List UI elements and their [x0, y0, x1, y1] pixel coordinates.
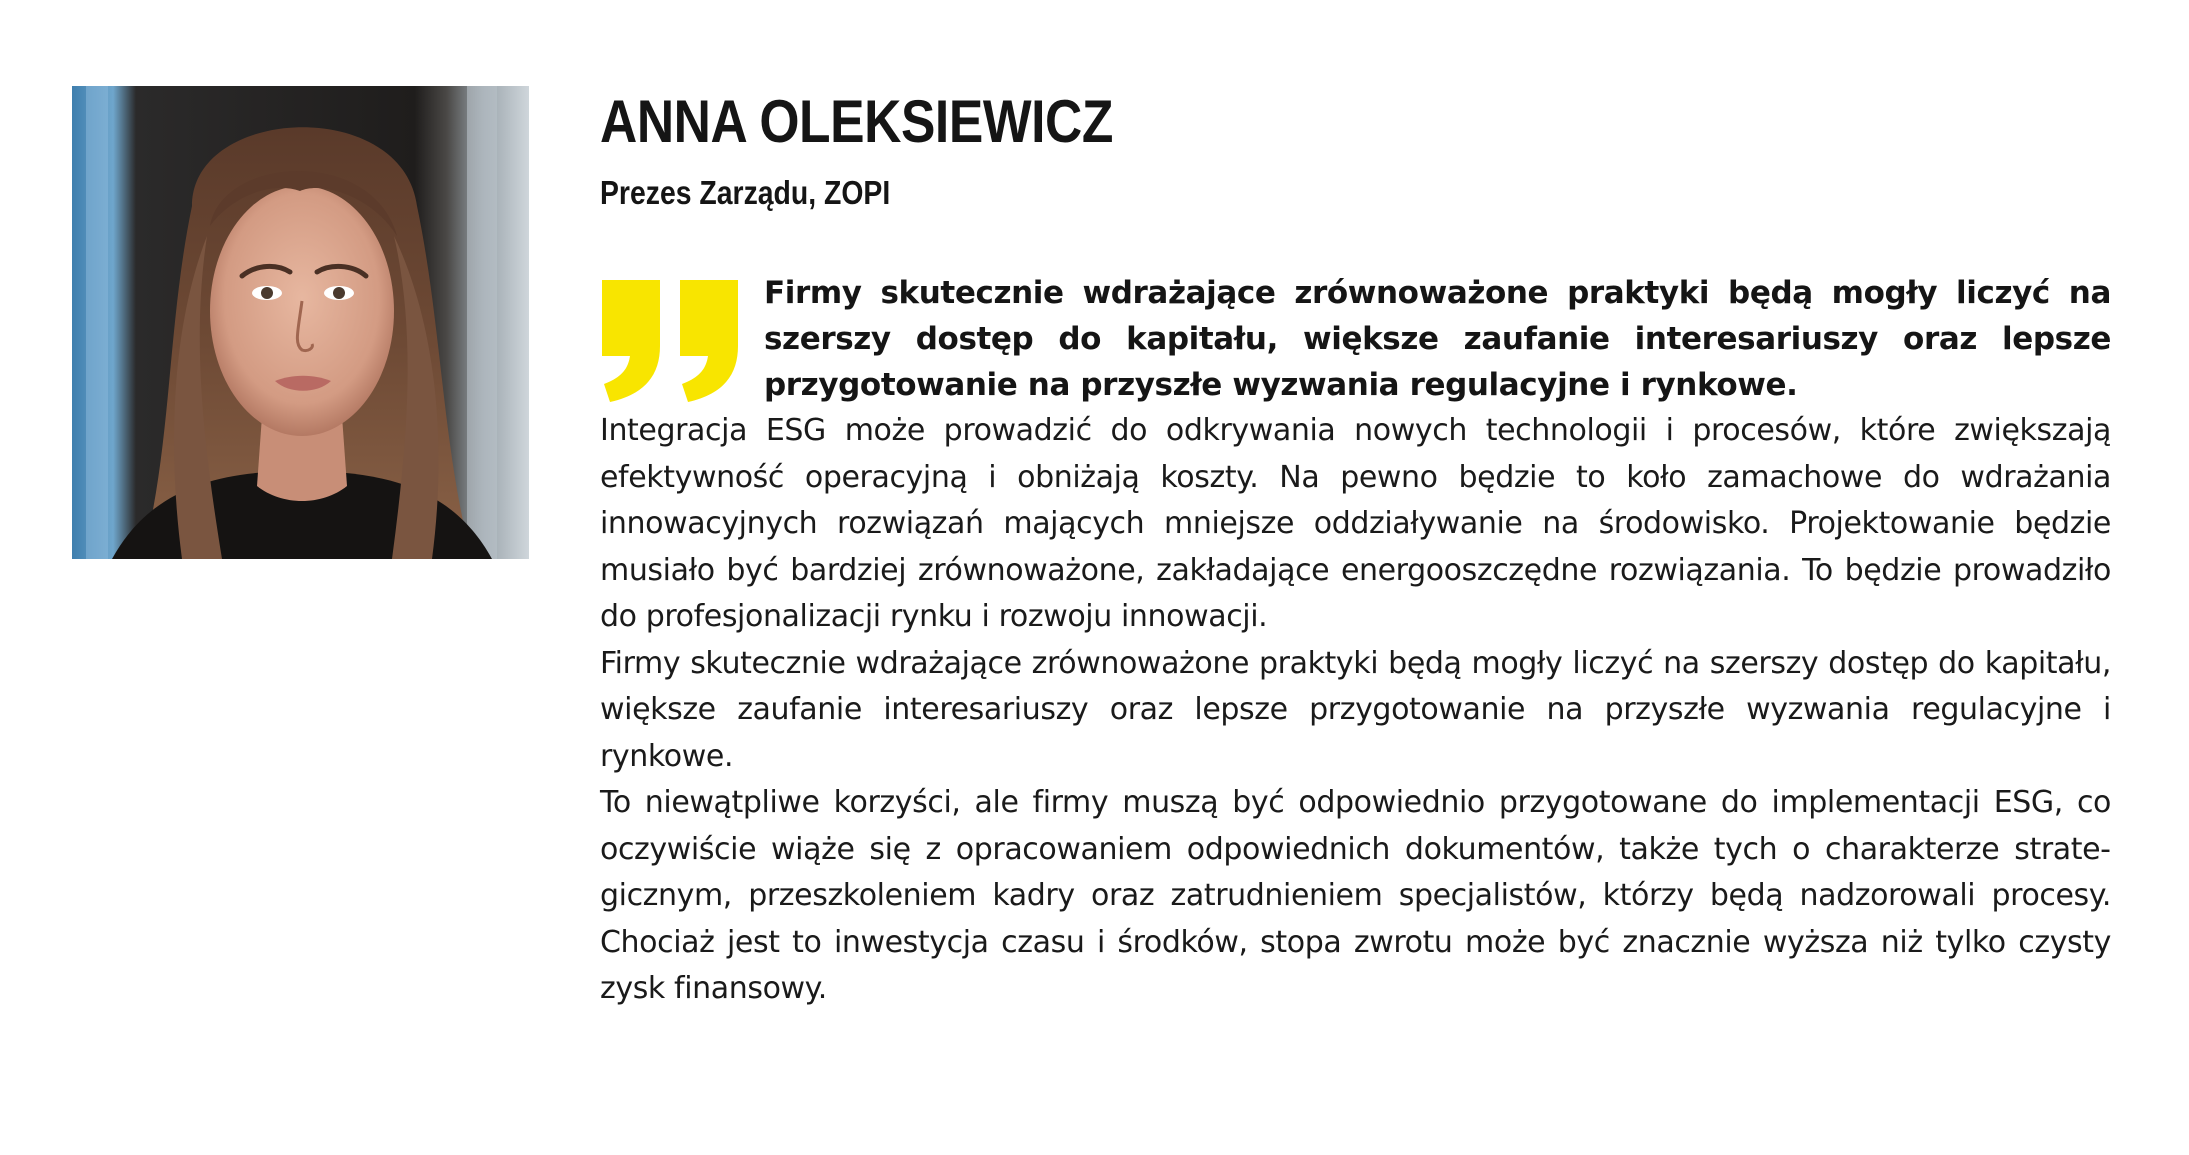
pull-quote: Firmy skutecznie wdrażające zrównoważone praktyki będą mogły liczyć na szerszy dostęp do kapitału, większe zaufanie interesariuszy oraz lepsze przygotowanie na przyszłe wyzwania regulacyjne i rynkowe. [764, 275, 2111, 403]
person-role: Prezes Zarządu, ZOPI [600, 174, 891, 211]
portrait-photo [72, 86, 529, 559]
body-paragraph: Firmy skutecznie wdrażające zrównoważone praktyki będą mogły liczyć na szerszy dostęp do kapitału, większe zaufanie interesariuszy oraz lepsze przygotowanie na przyszłe wyzwania regulacyjne i rynkowe. [600, 645, 2111, 774]
body-paragraph: Integracja ESG może prowadzić do odkrywania nowych technologii i procesów, które zwiększają efektywność operacyjną i obniżają koszty. Na pewno będzie to koło zamachowe do wdrażania innowacyjnych rozwiązań mających mniejsze oddziaływanie na środowisko. Projektowanie będzie musiało być bardziej zrównoważone, zakładające energooszczędne rozwiązania. To będzie prowadziło do profesjonalizacji rynku i rozwoju innowacji. [600, 413, 2111, 634]
quotation-mark-icon [600, 276, 742, 404]
article-body [600, 408, 2111, 1013]
person-name: ANNA OLEKSIEWICZ [600, 88, 1113, 155]
body-paragraph: To niewątpliwe korzyści, ale firmy muszą być odpowiednio przygotowane do implementacji ESG, co oczywiście wiąże się z opracowaniem odpowiednich dokumentów, także tych o charakterze strategicznym, przeszkoleniem kadry oraz zatrudnieniem specjalistów, którzy będą nadzorowali procesy. Chociaż jest to inwestycja czasu i środków, stopa zwrotu może być znacznie wyższa niż tylko czysty zysk finansowy. [600, 785, 2111, 1006]
